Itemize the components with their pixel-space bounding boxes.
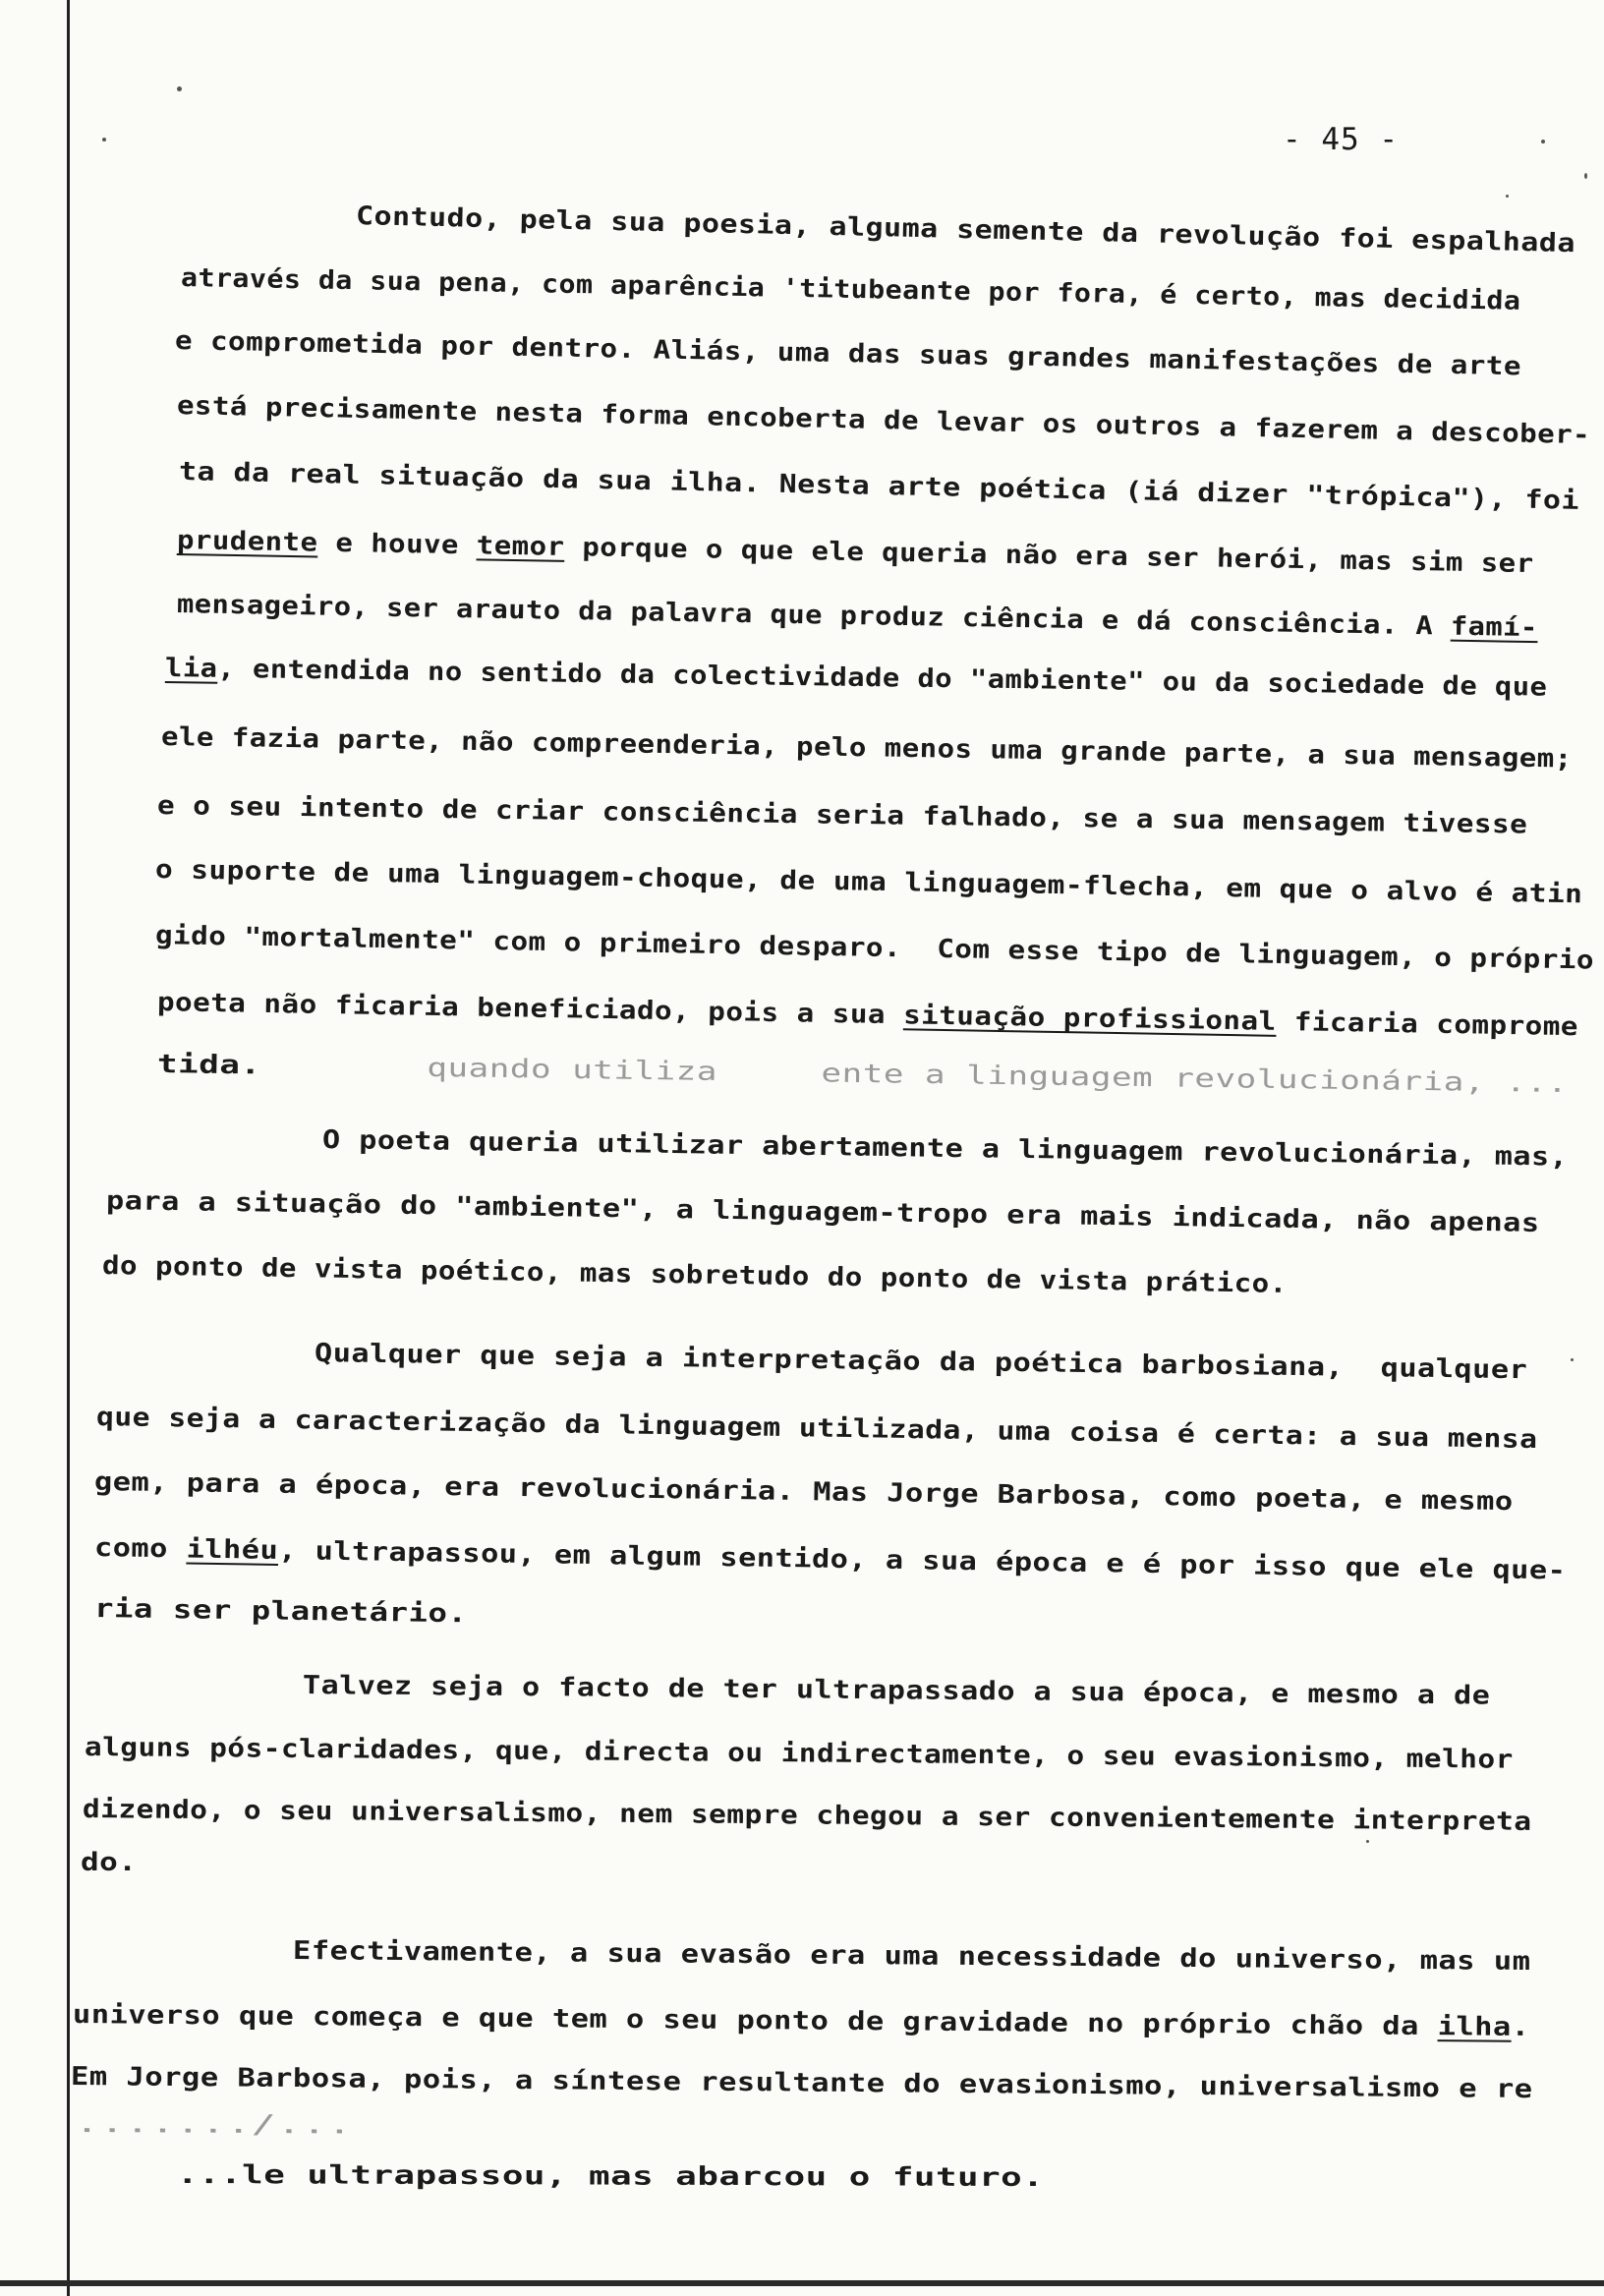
scan-speck (102, 138, 106, 142)
text-run: ta da real situação da sua ilha. Nesta arte poética (iá dizer "trópica"), foi (178, 457, 1580, 516)
text-run: porque o que ele queria não era ser herói, mas sim ser (564, 532, 1534, 580)
text-run: ..../... (149, 2109, 353, 2141)
text-run: e houve (317, 528, 478, 561)
text-line (102, 1251, 1288, 1299)
text-run: e comprometida por dentro. Aliás, uma das suas grandes manifestações de arte (174, 326, 1522, 382)
text-run: o futuro. (827, 2162, 1045, 2194)
text-line (161, 722, 1573, 775)
scan-speck (177, 86, 182, 91)
text-run: do ponto de vista poético, mas sobretudo do ponto de vista prático. (101, 1251, 1288, 1299)
text-line (303, 1671, 1491, 1711)
text-run: do. (81, 1848, 138, 1877)
text-run: ... (74, 2109, 151, 2140)
text-run: o suporte de uma linguagem-choque, de uma linguagem-flecha, em que o alvo é atin (154, 855, 1583, 910)
underlined-term: lia (164, 654, 218, 684)
text-run: quando utiliza ente a linguagem revolucionária, ... (260, 1051, 1569, 1100)
text-run: . (1511, 2012, 1530, 2042)
scan-speck (1366, 1840, 1369, 1843)
scan-speck (1571, 1358, 1574, 1361)
text-line (179, 457, 1580, 516)
text-line (106, 1186, 1540, 1238)
text-line (175, 326, 1521, 381)
text-line (293, 1936, 1531, 1977)
text-line (96, 1403, 1538, 1455)
text-run: , entendida no sentido da colectividade do "ambiente" ou da sociedade de que (217, 654, 1548, 703)
text-run: e o seu intento de criar consciência seria falhado, se a sua mensagem tivesse (156, 791, 1528, 840)
text-line (83, 1795, 1532, 1837)
text-line (85, 1733, 1514, 1775)
text-run: Efectivamente, a sua evasão era uma necessidade do universo, mas um (292, 1936, 1531, 1977)
text-line (75, 2109, 353, 2140)
text-run: está precisamente nesta forma encoberta de levar os outros a fazerem a descober- (176, 391, 1591, 451)
scan-speck (1506, 195, 1509, 198)
text-run: Contudo, pela sua poesia, alguma semente da revolução foi espalhada (355, 201, 1576, 259)
text-run: para a situação do "ambiente", a linguagem-tropo era mais indicada, não apenas (105, 1186, 1540, 1238)
text-run: através da sua pena, com aparência 'titubeante por fora, é certo, mas decidida (180, 263, 1521, 316)
text-line (165, 654, 1548, 703)
left-margin-rule (67, 0, 70, 2296)
text-line (73, 2000, 1530, 2042)
underlined-term: ilha (1437, 2012, 1512, 2042)
text-line (315, 1339, 1528, 1385)
text-run: Talvez seja o facto de ter ultrapassado a sua época, e mesmo a de (302, 1671, 1491, 1711)
text-line (177, 590, 1538, 643)
text-run: gido "mortalmente" com o primeiro desparo. Com esse tipo de linguagem, o próprio (154, 921, 1595, 976)
text-line (157, 791, 1528, 839)
text-line (81, 1848, 137, 1877)
text-line (177, 391, 1591, 450)
text-line (94, 1467, 1514, 1517)
underlined-term: temor (476, 531, 565, 562)
text-line (157, 1050, 1569, 1099)
text-line (181, 263, 1521, 316)
text-run: gem, para a época, era revolucionária. Mas Jorge Barbosa, como poeta, e mesmo (93, 1467, 1514, 1518)
text-run: O poeta queria utilizar abertamente a linguagem revolucionária, mas, (321, 1125, 1569, 1173)
underlined-term: prudente (176, 526, 318, 558)
text-line (177, 2160, 1044, 2193)
text-run: universo que começa e que tem o seu ponto de gravidade no próprio chão da (72, 2000, 1438, 2042)
underlined-term: famí- (1450, 611, 1538, 644)
text-line (94, 1533, 1567, 1586)
text-line (322, 1125, 1569, 1173)
page-number: - 45 - (1283, 122, 1399, 157)
text-run: dizendo, o seu universalismo, nem sempre chegou a ser convenientemente interpreta (82, 1795, 1532, 1837)
text-run: tida. (156, 1050, 261, 1081)
text-line (155, 855, 1583, 909)
text-run: ele fazia parte, não compreenderia, pelo menos uma grande parte, a sua mensagem; (160, 722, 1573, 775)
bottom-edge-rule (0, 2280, 1604, 2286)
text-run: mensageiro, ser arauto da palavra que produz ciência e dá consciência. A (176, 590, 1452, 642)
scan-speck (1541, 140, 1545, 144)
text-line (94, 1594, 468, 1629)
text-line (356, 201, 1576, 258)
text-line (71, 2062, 1533, 2104)
scan-speck (1584, 173, 1587, 179)
text-run: Em Jorge Barbosa, pois, a síntese resultante do evasionismo, universalismo e re (70, 2062, 1533, 2104)
text-run: que seja a caracterização da linguagem utilizada, uma coisa é certa: a sua mensa (95, 1403, 1538, 1456)
text-run: Qualquer que seja a interpretação da poética barbosiana, qualquer (314, 1339, 1528, 1386)
text-line (155, 921, 1594, 976)
text-run: como (93, 1533, 187, 1565)
text-run: ...le ultrapassou, mas abarcou (176, 2160, 828, 2193)
text-line (157, 988, 1578, 1042)
text-run: , ultrapassou, em algum sentido, a sua época e é por isso que ele que- (277, 1535, 1567, 1586)
underlined-term: situação profissional (902, 1001, 1277, 1037)
text-run: ria ser planetário. (93, 1594, 468, 1630)
text-run: ficaria comprome (1276, 1006, 1579, 1043)
text-run: alguns pós-claridades, que, directa ou indirectamente, o seu evasionismo, melhor (84, 1733, 1514, 1775)
text-line (177, 526, 1534, 579)
text-run: poeta não ficaria beneficiado, pois a sua (156, 988, 904, 1031)
underlined-term: ilhéu (186, 1534, 279, 1566)
